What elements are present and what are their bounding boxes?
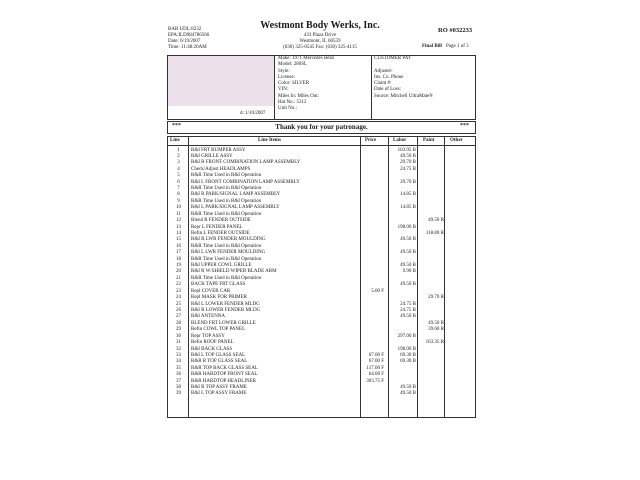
line-number: 17 bbox=[176, 250, 181, 256]
line-item: R&R Time Used in R&I Operation bbox=[191, 173, 262, 179]
table-row bbox=[167, 225, 474, 231]
price: 117.00 F bbox=[366, 365, 384, 371]
line-number: 31 bbox=[176, 340, 181, 346]
line-item: R&R R TOP GLASS SEAL bbox=[191, 359, 248, 365]
banner-text: Thank you for your patronage. bbox=[275, 123, 368, 131]
labor: 14.85 B bbox=[400, 205, 416, 211]
table-row bbox=[167, 244, 474, 250]
hat-number: Hat No.: 5312 bbox=[278, 100, 307, 106]
vehicle-vin: VIN: bbox=[278, 87, 289, 93]
table-row bbox=[167, 263, 474, 269]
line-item: R&I L LOWER FENDER MLDG bbox=[191, 301, 260, 307]
line-item: Check/Adjust HEADLAMPS bbox=[191, 166, 251, 172]
table-row bbox=[167, 385, 474, 391]
claim-number: Claim #: bbox=[374, 81, 392, 87]
price: 67.00 F bbox=[368, 352, 384, 358]
table-row bbox=[167, 205, 474, 211]
shop-street: 433 Plaza Drive bbox=[303, 33, 337, 38]
line-item: BLEND FRT LOWER GRILLE bbox=[191, 320, 256, 326]
table-row bbox=[167, 340, 474, 346]
line-item: Repr TOP ASSY bbox=[191, 333, 225, 339]
line-item: Blend R FENDER OUTSIDE bbox=[191, 218, 251, 224]
line-number: 7 bbox=[177, 186, 180, 192]
table-row bbox=[167, 347, 474, 353]
paint: 39.60 R bbox=[428, 327, 444, 333]
line-number: 3 bbox=[177, 160, 180, 166]
line-number: 9 bbox=[177, 198, 180, 204]
line-item: Refin COWL TOP PANEL bbox=[191, 327, 246, 333]
col-line: Line bbox=[170, 138, 180, 143]
labor: 29.70 B bbox=[400, 179, 416, 185]
table-row bbox=[167, 154, 474, 160]
line-item: R&I R TOP ASSY FRAME bbox=[191, 385, 247, 391]
line-item: R&I R LWR FENDER MOULDING bbox=[191, 237, 266, 243]
table-row bbox=[167, 269, 474, 275]
paint: 29.70 R bbox=[428, 295, 444, 301]
col-line-items: Line Items bbox=[258, 138, 281, 143]
line-number: 34 bbox=[176, 359, 181, 365]
table-row bbox=[167, 391, 474, 397]
line-item: Repr L FENDER PANEL bbox=[191, 224, 243, 230]
line-item: R&I UPPER COWL GRILLE bbox=[191, 263, 252, 269]
line-item: R&I R W/SHIELD WIPER BLADE ARM bbox=[191, 269, 277, 275]
table-row bbox=[167, 231, 474, 237]
line-number: 33 bbox=[176, 352, 181, 358]
labor: 69.30 B bbox=[400, 352, 416, 358]
line-number: 36 bbox=[176, 372, 181, 378]
line-number: 4 bbox=[177, 166, 180, 172]
labor: 49.50 B bbox=[400, 385, 416, 391]
col-labor: Labor bbox=[393, 138, 407, 143]
line-item: Refin L FENDER OUTSIDE bbox=[191, 230, 250, 236]
price: 67.00 F bbox=[368, 359, 384, 365]
line-number: 37 bbox=[176, 378, 181, 384]
labor: 9.90 B bbox=[402, 269, 416, 275]
labor: 49.50 B bbox=[400, 391, 416, 397]
labor: 49.50 B bbox=[400, 250, 416, 256]
line-item: R&R Time Used in R&I Operation bbox=[191, 256, 262, 262]
table-row bbox=[167, 295, 474, 301]
vehicle-license: License: bbox=[278, 74, 295, 80]
line-number: 13 bbox=[176, 224, 181, 230]
table-row bbox=[167, 276, 474, 282]
labor: 297.00 B bbox=[397, 333, 416, 339]
customer-pay: CUSTOMER PAY bbox=[374, 56, 412, 61]
shop-name: Westmont Body Werks, Inc. bbox=[260, 20, 380, 31]
line-number: 24 bbox=[176, 295, 181, 301]
line-item: R&R Time Used in R&I Operation bbox=[191, 243, 262, 249]
labor: 69.30 B bbox=[400, 359, 416, 365]
vehicle-style: Style: bbox=[278, 68, 290, 74]
line-number: 12 bbox=[176, 218, 181, 224]
line-number: 28 bbox=[176, 320, 181, 326]
line-number: 26 bbox=[176, 308, 181, 313]
line-number: 1 bbox=[177, 147, 180, 153]
table-row bbox=[167, 218, 474, 224]
vehicle-miles: Miles In: Miles Out: bbox=[278, 93, 319, 99]
labor: 49.50 B bbox=[400, 153, 416, 159]
line-number: 32 bbox=[176, 346, 181, 352]
line-number: 23 bbox=[176, 288, 181, 294]
table-row bbox=[167, 180, 474, 186]
ins-phone: Ins. Co. Phone bbox=[374, 74, 404, 80]
line-item: R&I R PARK/SIGNAL LAMP ASSEMBLY bbox=[191, 192, 281, 198]
line-number: 2 bbox=[177, 153, 180, 159]
ro-number: RO #032233 bbox=[438, 27, 473, 34]
line-item: R&R Time Used in R&I Operation bbox=[191, 211, 262, 217]
line-item: R&R HARDTOP HEADLINER bbox=[191, 378, 257, 384]
line-item: R&I BACK GLASS bbox=[191, 346, 233, 352]
table-row bbox=[167, 186, 474, 192]
line-item: Refin ROOF PANEL bbox=[191, 340, 234, 346]
vehicle-color: Color: SILVER bbox=[278, 81, 310, 87]
line-number: 25 bbox=[176, 301, 181, 307]
bar-number: BAR UDL:8232 bbox=[168, 27, 202, 32]
line-item: Repl MASK FOR PRIMER bbox=[191, 295, 247, 301]
vehicle-make: Make: 1971 Mercedes Benz bbox=[278, 56, 335, 61]
shop-phones: (630) 325-0545 Fax: (630) 325-4115 bbox=[283, 45, 357, 50]
labor: 24.75 B bbox=[400, 301, 416, 307]
paint: 49.50 R bbox=[428, 320, 444, 326]
labor: 49.50 B bbox=[400, 263, 416, 269]
line-number: 27 bbox=[176, 314, 181, 320]
table-row bbox=[167, 327, 474, 333]
line-item: R&R Time Used in R&I Operation bbox=[191, 186, 262, 192]
table-row bbox=[167, 321, 474, 327]
line-number: 11 bbox=[176, 211, 181, 217]
table-row bbox=[167, 302, 474, 308]
final-bill-label: Final Bill bbox=[422, 44, 442, 49]
paint: 163.35 R bbox=[425, 340, 444, 346]
banner-stars-right: *** bbox=[460, 123, 469, 129]
line-item: R&I GRILLE ASSY bbox=[191, 153, 233, 159]
unit-number: Unit No.: bbox=[278, 106, 297, 112]
labor: 49.50 B bbox=[400, 282, 416, 288]
col-paint: Paint bbox=[423, 138, 435, 143]
labor: 24.75 B bbox=[400, 308, 416, 313]
banner-stars-left: *** bbox=[172, 123, 181, 129]
epa-number: EPA:ILD984786566 bbox=[168, 33, 210, 38]
line-number: 18 bbox=[176, 256, 181, 262]
table-row bbox=[167, 167, 474, 173]
line-number: 35 bbox=[176, 365, 181, 371]
line-number: 16 bbox=[176, 243, 181, 249]
price: 303.75 F bbox=[366, 378, 384, 384]
labor: 198.00 B bbox=[397, 224, 416, 230]
paint: 49.50 R bbox=[428, 218, 444, 224]
line-item: Repl COVER CAR bbox=[191, 288, 231, 294]
estimate-source: Source: Mitchell UltraMate® bbox=[374, 93, 434, 99]
table-row bbox=[167, 372, 474, 378]
labor: 24.75 B bbox=[400, 166, 416, 172]
col-other: Other bbox=[450, 138, 463, 143]
date-of-loss: Date of Loss: bbox=[374, 87, 401, 93]
line-number: 22 bbox=[176, 282, 181, 288]
labor: 103.95 B bbox=[397, 147, 416, 153]
line-number: 30 bbox=[176, 333, 181, 339]
page-indicator: Page 1 of 3 bbox=[446, 44, 469, 49]
line-number: 39 bbox=[176, 391, 181, 397]
table-row bbox=[167, 212, 474, 218]
line-item: R&I L PARK/SIGNAL LAMP ASSEMBLY bbox=[191, 205, 280, 211]
table-row bbox=[167, 173, 474, 179]
line-number: 38 bbox=[176, 385, 181, 391]
line-item: R&I L TOP GLASS SEAL bbox=[191, 352, 246, 358]
line-item: R&R Time Used in R&I Operation bbox=[191, 275, 262, 281]
line-item: BACK TAPE FRT GLASS bbox=[191, 282, 246, 288]
table-row bbox=[167, 192, 474, 198]
labor: 49.50 B bbox=[400, 314, 416, 320]
line-number: 19 bbox=[176, 263, 181, 269]
labor: 49.50 B bbox=[400, 237, 416, 243]
line-number: 29 bbox=[176, 327, 181, 333]
line-item: R&I FRT BUMPER ASSY bbox=[191, 147, 246, 153]
table-row bbox=[167, 237, 474, 243]
price: 64.00 F bbox=[368, 372, 384, 378]
paint: 118.80 R bbox=[425, 230, 444, 236]
line-number: 21 bbox=[176, 275, 181, 281]
line-number: 10 bbox=[176, 205, 181, 211]
line-item: R&I L TOP ASSY FRAME bbox=[191, 391, 247, 397]
print-date: Date: 6/19/2007 bbox=[168, 39, 201, 44]
print-time: Time: 11:48:20AM bbox=[168, 45, 207, 50]
line-number: 8 bbox=[177, 192, 180, 198]
table-row bbox=[167, 282, 474, 288]
redacted-customer bbox=[168, 56, 274, 106]
line-number: 14 bbox=[176, 230, 181, 236]
line-item: R&I L LWR FENDER MOULDING bbox=[191, 250, 266, 256]
labor: 14.85 B bbox=[400, 192, 416, 198]
adjuster: Adjuster: bbox=[374, 68, 393, 74]
col-price: Price bbox=[365, 138, 377, 143]
table-row bbox=[167, 366, 474, 372]
price: 5.00 F bbox=[371, 288, 384, 294]
table-row bbox=[167, 353, 474, 359]
line-item: R&R TOP BACK GLASS SEAL bbox=[191, 365, 258, 371]
vehicle-info bbox=[278, 56, 334, 113]
line-item: R&I ANTENNA bbox=[191, 314, 226, 320]
table-row bbox=[167, 379, 474, 385]
table-row bbox=[167, 289, 474, 295]
table-row bbox=[167, 160, 474, 166]
date-partial: d: 1/10/2007 bbox=[240, 111, 266, 116]
line-number: 15 bbox=[176, 237, 181, 243]
line-item: R&I R LOWER FENDER MLDG bbox=[191, 308, 261, 313]
line-number: 20 bbox=[176, 269, 181, 275]
line-item: R&I L FRONT COMBINATION LAMP ASSEMBLY bbox=[191, 179, 300, 185]
line-number: 6 bbox=[177, 179, 180, 185]
table-row bbox=[167, 334, 474, 340]
line-item: R&R Time Used in R&I Operation bbox=[191, 198, 262, 204]
vehicle-model: Model: 280SL bbox=[278, 62, 308, 68]
shop-city: Westmont, IL 60559 bbox=[299, 39, 341, 44]
line-number: 5 bbox=[177, 173, 180, 179]
labor: 29.70 B bbox=[400, 160, 416, 166]
line-item: R&R HARDTOP FRONT SEAL bbox=[191, 372, 258, 378]
labor: 198.00 B bbox=[397, 346, 416, 352]
line-item: R&I R FRONT COMBINATION LAMP ASSEMBLY bbox=[191, 160, 301, 166]
table-row bbox=[167, 314, 474, 320]
table-row bbox=[167, 257, 474, 263]
insurance-info bbox=[374, 56, 433, 100]
